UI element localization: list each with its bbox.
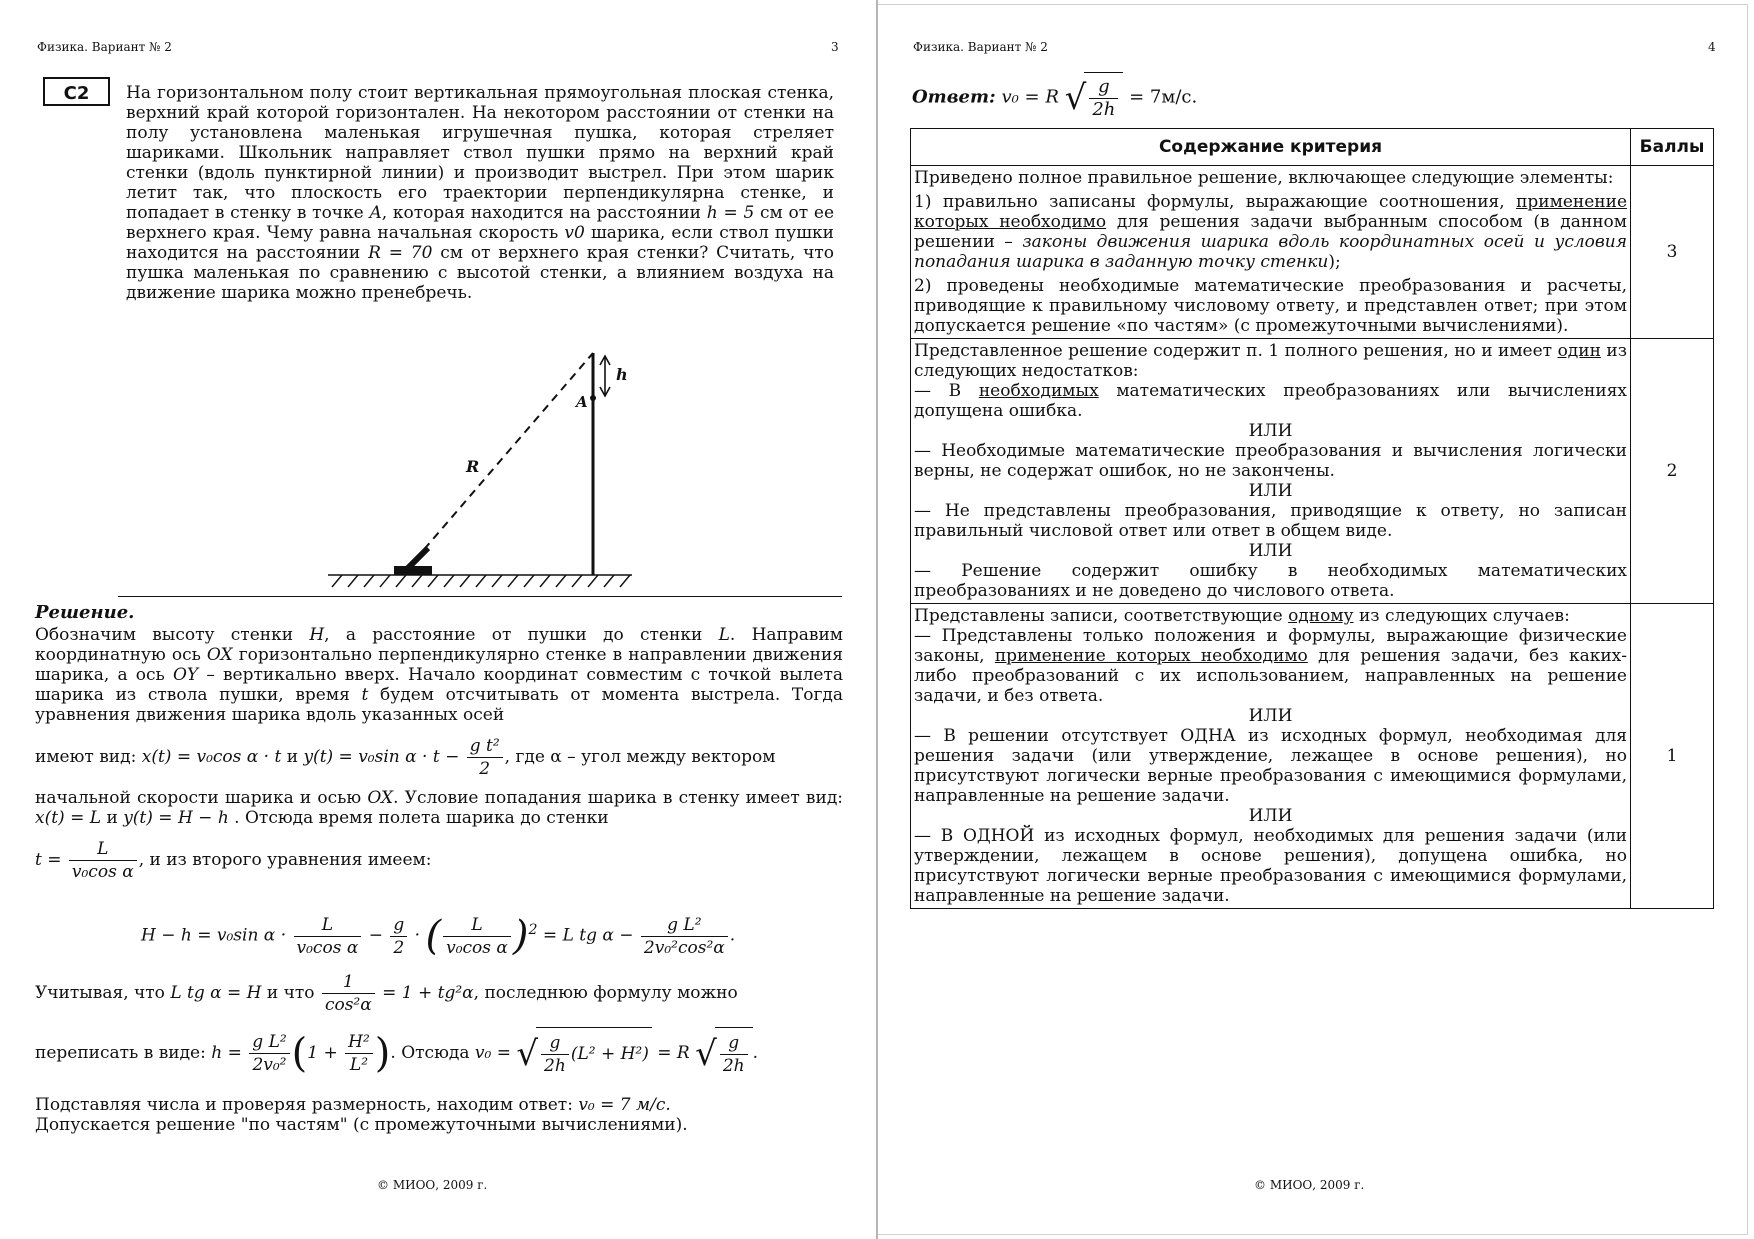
footer-copyright: © МИОО, 2009 г. bbox=[377, 1178, 488, 1192]
rewrite-line: переписать в виде: h = $\frac{\text{g L²}}{\text{2v₀²}}$ (1 + $\frac{\text{H²}}{\text{L²}}$ ). Отсюда v₀ = √ $\frac{g}{2h}$ (L² + H²) = R √ $\frac{g}{2h}$ . bbox=[35, 1027, 855, 1080]
table-row bbox=[911, 166, 1714, 339]
table-row bbox=[911, 604, 1714, 909]
final-answer-line: Подставляя числа и проверяя размерность, находим ответ: v₀ = 7 м/с. bbox=[35, 1095, 671, 1115]
column-header-points: Баллы bbox=[1631, 129, 1714, 166]
criterion-cell-2: Представленное решение содержит п. 1 полного решения, но и имеет один из следующих недостатков: — В необходимых математических преобразованиях или вычислениях допущена ошибка. ИЛИ — Необходимые математические преобразования и вычисления логически верны, не содержат ошибок, но не закончены. ИЛИ — Не представлены преобразования, приводящие к ответу, но записан правильный числовой ответ или ответ в общем виде. ИЛИ — Решение содержит ошибку в необходимых математических преобразованиях и не доведено до числового ответа. bbox=[911, 339, 1631, 604]
score-1: 1 bbox=[1631, 604, 1714, 909]
solution-heading: Решение. bbox=[35, 602, 135, 623]
dashed-line-r bbox=[415, 353, 593, 560]
criterion-cell-1: Представлены записи, соответствующие одному из следующих случаев: — Представлены только положения и формулы, выражающие физические законы, применение которых необходимо для решения задачи, без каких-либо преобразований с их использованием, направленных на решение задачи, и без ответа. ИЛИ — В решении отсутствует ОДНА из исходных формул, необходимая для решения задачи (или утверждение, лежащее в основе решения), но присутствуют логически верные преобразования с имеющимися формулами, направленные на решение задачи. ИЛИ — В ОДНОЙ из исходных формул, необходимых для решения задачи (или утверждении, лежащем в основе решения), допущена ошибка, но присутствуют логически верные преобразования с имеющимися формулами, направленные на решение задачи. bbox=[911, 604, 1631, 909]
label-r: R bbox=[466, 457, 480, 476]
ground bbox=[328, 575, 632, 587]
cannon-wall-diagram bbox=[320, 345, 640, 595]
solution-paragraph-2: начальной скорости шарика и осью OX. Условие попадания шарика в стенку имеет вид: x(t) = L и y(t) = H − h . Отсюда время полета шарика до стенки bbox=[35, 788, 844, 828]
footer-copyright: © МИОО, 2009 г. bbox=[1254, 1178, 1365, 1192]
score-2: 2 bbox=[1631, 339, 1714, 604]
time-formula-line: t = $\frac{L}{\text{v₀cos α}}$ , и из второго уравнения имеем: bbox=[35, 839, 432, 882]
cannon-barrel bbox=[408, 548, 428, 568]
criterion-cell-3: Приведено полное правильное решение, включающее следующие элементы: 1) правильно записаны формулы, выражающие соотношения, применение которых необходимо для решения задачи выбранным способом (в данном решении – законы движения шарика вдоль координатных осей и условия попадания шарика в заданную точку стенки); 2) проведены необходимые математические преобразования и расчеты, приводящие к правильному числовому ответу, и представлен ответ; при этом допускается решение «по частям» (с промежуточными вычислениями). bbox=[911, 166, 1631, 339]
main-equation: H − h = v₀sin α · $\frac{L}{\text{v₀cos α}}$ − $\frac{g}{2}$ · ( $\frac{L}{\text{v₀cos α}}$ )$^2$ = L tg α − $\frac{\text{g L²}}{\text{2v₀²cos²α}}$ . bbox=[141, 913, 736, 960]
cannon-base bbox=[394, 566, 432, 575]
point-a bbox=[590, 395, 596, 401]
table-row bbox=[911, 339, 1714, 604]
solution-paragraph-1: Обозначим высоту стенки H, а расстояние от пушки до стенки L. Направим координатную ось OX горизонтально перпендикулярно стенке в направлении движения шарика, а ось OY – вертикально вверх. Начало координат совместим с точкой вылета шарика из ствола пушки, время t будем отсчитывать от момента выстрела. Тогда уравнения движения шарика вдоль указанных осей bbox=[35, 625, 844, 725]
h-arrow bbox=[600, 356, 610, 396]
label-a: A bbox=[576, 393, 588, 411]
score-3: 3 bbox=[1631, 166, 1714, 339]
page-number: 4 bbox=[1708, 40, 1716, 54]
problem-text: На горизонтальном полу стоит вертикальная прямоугольная плоская стенка, верхний край которой горизонтален. На некотором расстоянии от стенки на полу установлена маленькая игрушечная пушка, которая стреляет шариками. Школьник направляет ствол пушки прямо на верхний край стенки (вдоль пунктирной линии) и производит выстрел. При этом шарик летит так, что плоскость его траектории перпендикулярна стенке, и попадает в стенку в точке A, которая находится на расстоянии h = 5 см от ее верхнего края. Чему равна начальная скорость v0 шарика, если ствол пушки находится на расстоянии R = 70 см от верхнего края стенки? Считать, что пушка маленькая по сравнению с высотой стенки, а влиянием воздуха на движение шарика можно пренебречь. bbox=[126, 83, 835, 303]
column-header-criteria: Содержание критерия bbox=[911, 129, 1631, 166]
motion-equations-line: имеют вид: x(t) = v₀cos α · t и y(t) = v₀sin α · t − $\frac{\text{g t²}}{2}$ , где α – угол между вектором bbox=[35, 736, 776, 779]
table-header-row bbox=[911, 129, 1714, 166]
label-h: h bbox=[616, 365, 628, 384]
problem-label: C2 bbox=[43, 77, 110, 106]
partial-solution-note: Допускается решение "по частям" (с промежуточными вычислениями). bbox=[35, 1115, 688, 1135]
answer-line: Ответ: v₀ = R √ $\frac{g}{2h}$ = 7м/с. bbox=[912, 72, 1197, 123]
header-title: Физика. Вариант № 2 bbox=[913, 40, 1048, 54]
identity-line: Учитывая, что L tg α = H и что $\frac{1}{\text{cos²α}}$ = 1 + tg²α, последнюю формулу можно bbox=[35, 972, 738, 1015]
solution-divider bbox=[118, 596, 842, 597]
page-number: 3 bbox=[831, 40, 839, 54]
criteria-table bbox=[910, 128, 1714, 909]
header-title: Физика. Вариант № 2 bbox=[37, 40, 172, 54]
